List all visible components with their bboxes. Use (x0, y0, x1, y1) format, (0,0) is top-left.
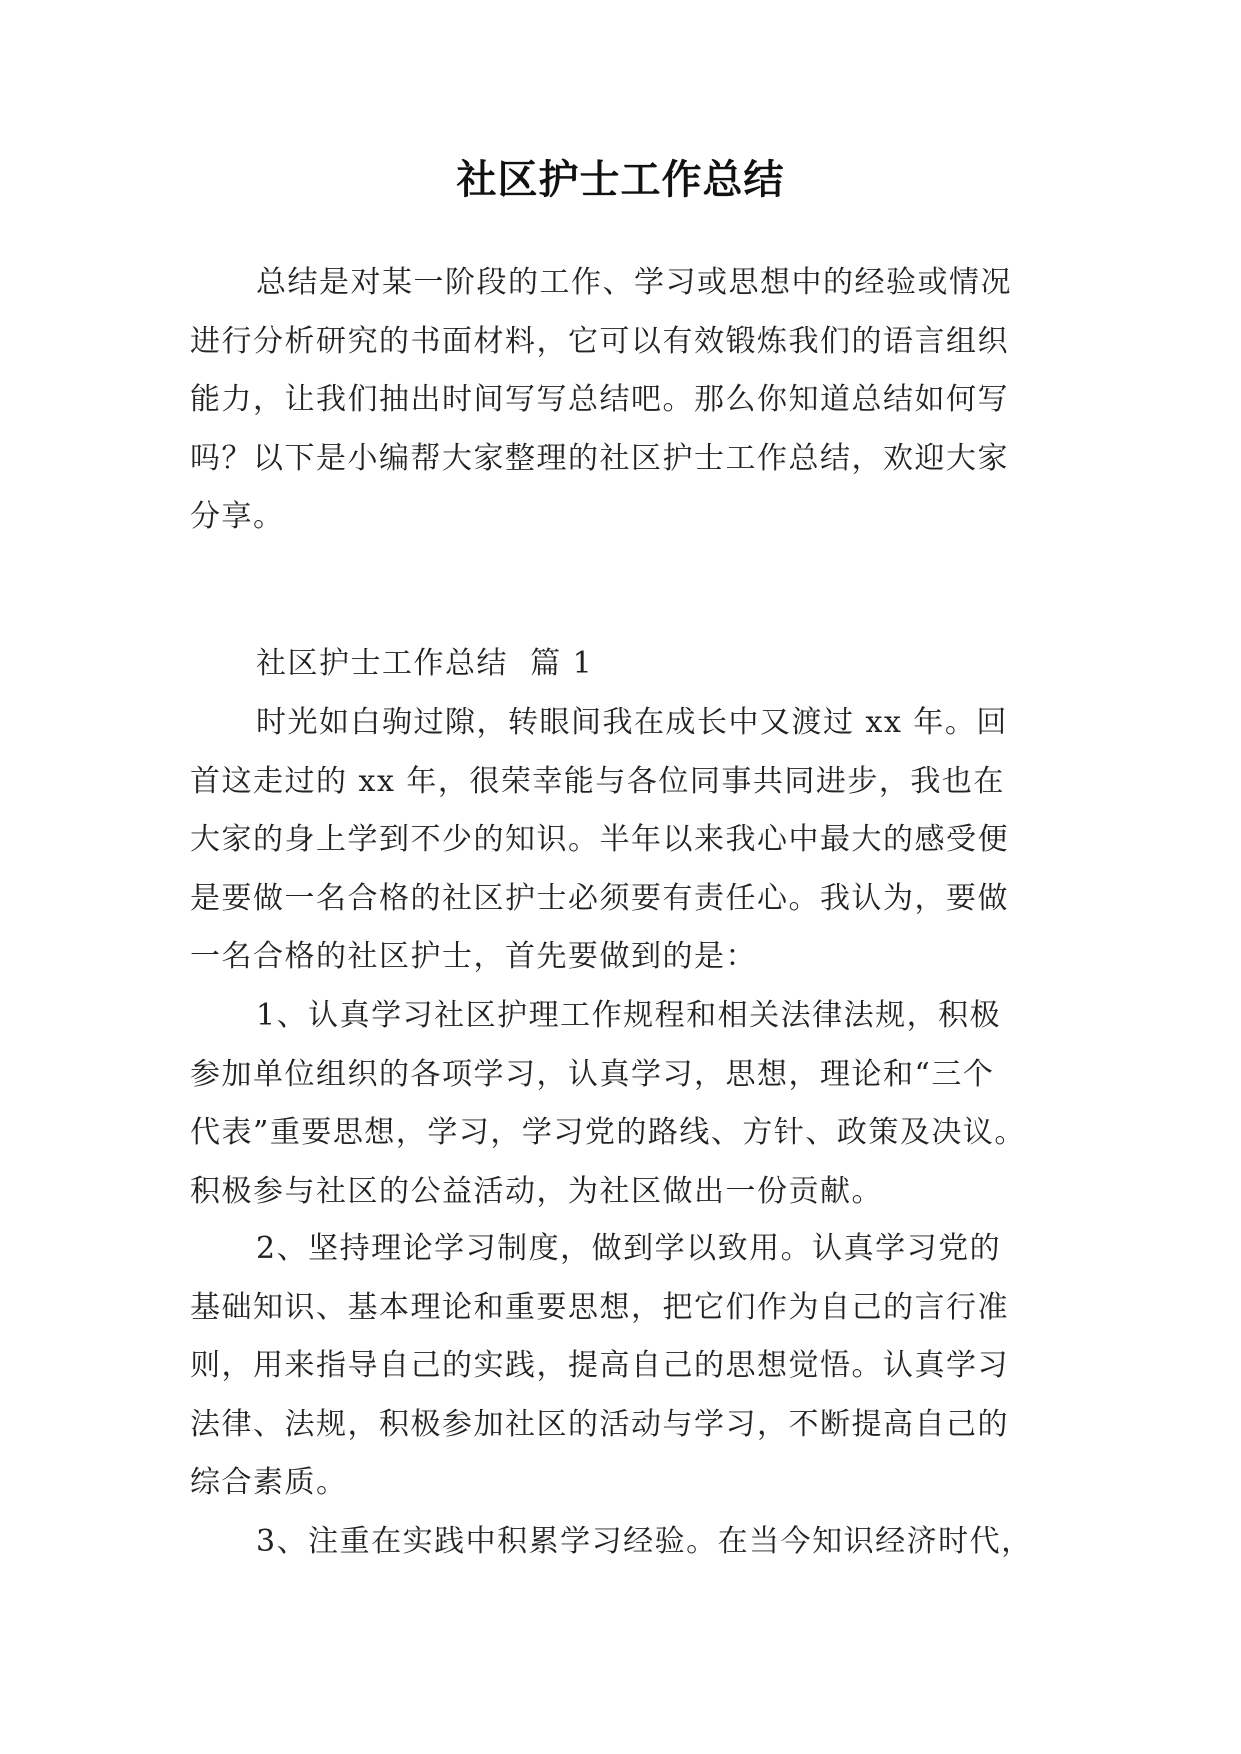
text-line: 大家的身上学到不少的知识。半年以来我心中最大的感受便 (190, 822, 1009, 857)
text-line: 法律、法规，积极参加社区的活动与学习，不断提高自己的 (190, 1406, 1009, 1442)
text-line: 参加单位组织的各项学习，认真学习，思想，理论和“三个 (190, 1056, 995, 1092)
text-line: 一名合格的社区护士，首先要做到的是： (190, 939, 757, 974)
text-line: 综合素质。 (190, 1465, 348, 1500)
text-line: 时光如白驹过隙，转眼间我在成长中又渡过 xx 年。回 (256, 705, 1008, 740)
section-heading (190, 635, 1050, 694)
text-line: 吗？以下是小编帮大家整理的社区护士工作总结，欢迎大家 (190, 440, 1009, 476)
text-line: 1、认真学习社区护理工作规程和相关法律法规，积极 (256, 998, 1002, 1033)
text-line: 总结是对某一阶段的工作、学习或思想中的经验或情况 (256, 265, 1012, 300)
intro-paragraph (190, 254, 1050, 547)
document-title: 社区护士工作总结 (456, 156, 785, 203)
text-line: 分享。 (190, 499, 285, 534)
text-line: 2、坚持理论学习制度，做到学以致用。认真学习党的 (256, 1231, 1002, 1266)
text-line: 是要做一名合格的社区护士必须要有责任心。我认为，要做 (190, 880, 1009, 916)
text-line: 积极参与社区的公益活动，为社区做出一份贡献。 (190, 1173, 883, 1209)
text-line: 3、注重在实践中积累学习经验。在当今知识经济时代， (256, 1524, 1033, 1559)
body-paragraph-3 (190, 1220, 1050, 1513)
body-paragraph-1 (190, 694, 1050, 987)
text-line: 则，用来指导自己的实践，提高自己的思想觉悟。认真学习 (190, 1348, 1009, 1383)
body-paragraph-2 (190, 987, 1050, 1221)
section-heading-text: 社区护士工作总结 篇 1 (256, 646, 594, 681)
text-line: 首这走过的 xx 年，很荣幸能与各位同事共同进步，我也在 (190, 763, 1005, 799)
text-line: 进行分析研究的书面材料，它可以有效锻炼我们的语言组织 (190, 323, 1009, 359)
text-line: 代表”重要思想，学习，学习党的路线、方针、政策及决议。 (190, 1115, 1026, 1150)
text-line: 能力，让我们抽出时间写写总结吧。那么你知道总结如何写 (190, 382, 1009, 417)
text-line: 基础知识、基本理论和重要思想，把它们作为自己的言行准 (190, 1289, 1009, 1325)
body-paragraph-4 (190, 1513, 1050, 1572)
